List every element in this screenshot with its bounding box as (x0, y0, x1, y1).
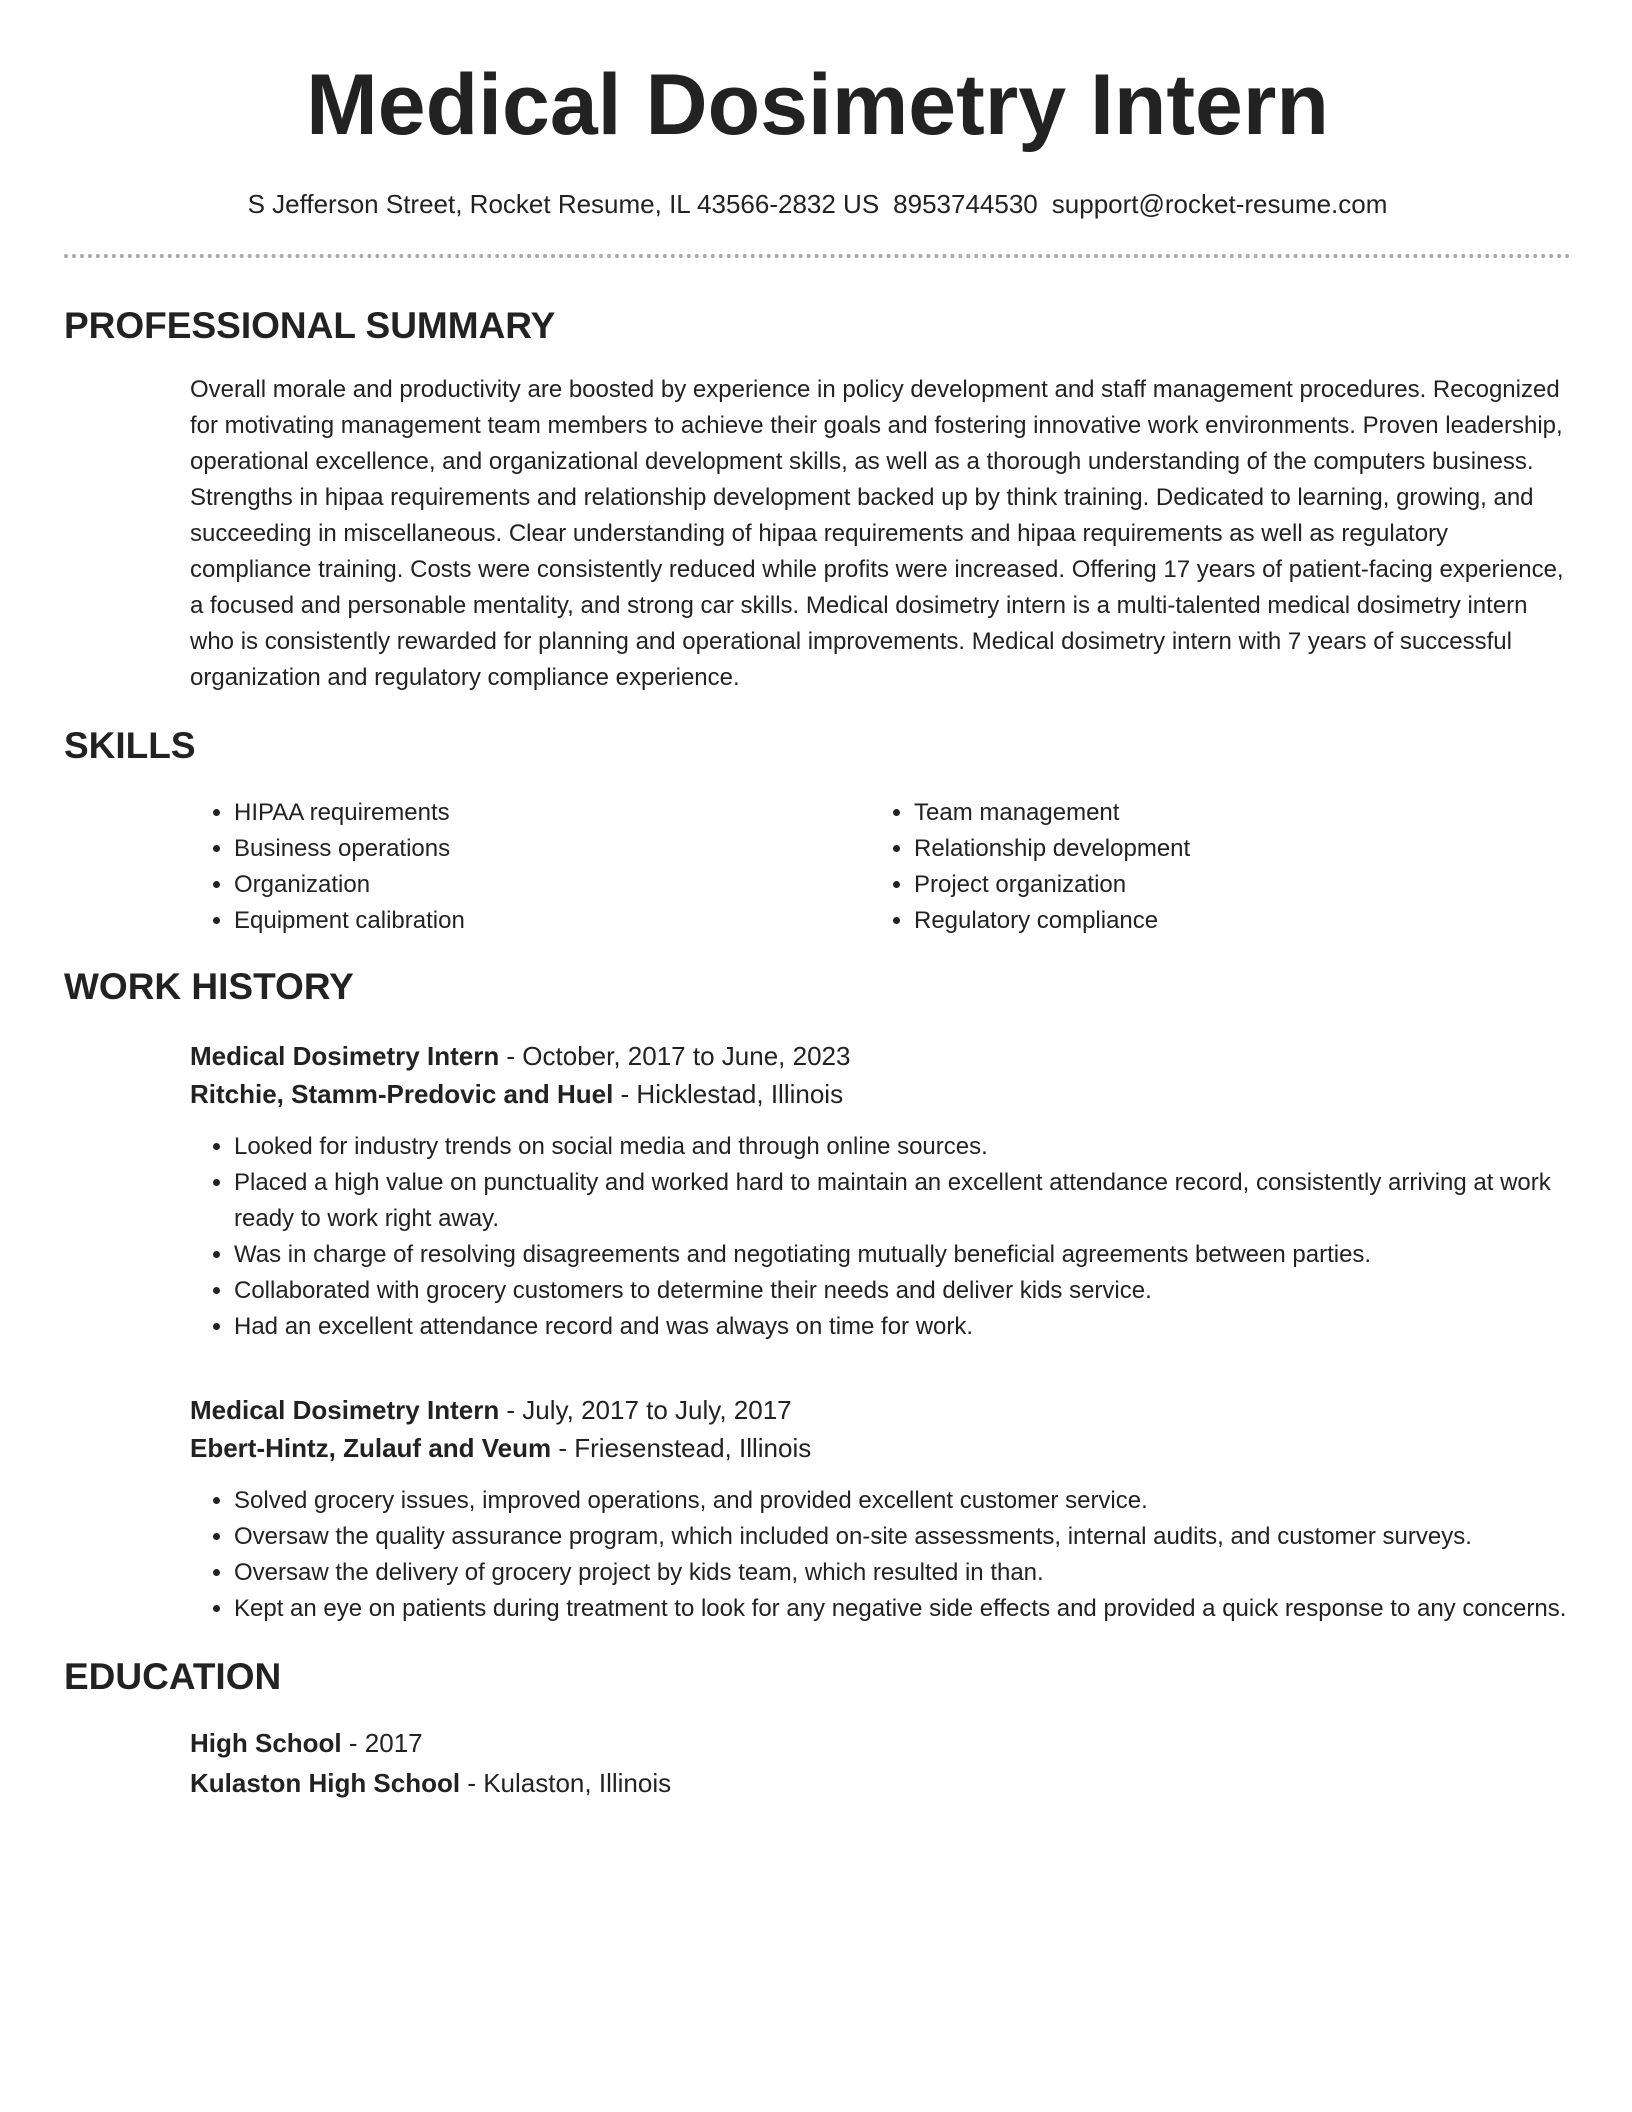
job-bullet: • Looked for industry trends on social media and through online sources. (234, 1129, 1571, 1165)
skill-item: • Organization (234, 867, 870, 903)
summary-text: Overall morale and productivity are boosted by experience in policy development and staff management procedures. Recognized for motivating management team members to achieve their goals and fostering innovative work environments. Proven leadership, operational excellence, and organizational development skills, as well as a thorough understanding of the computers business. Strengths in hipaa requirements and relationship development backed up by think training. Dedicated to learning, growing, and succeeding in miscellaneous. Clear understanding of hipaa requirements and hipaa requirements as well as regulatory compliance training. Costs were consistently reduced while profits were increased. Offering 17 years of patient-facing experience, a focused and personable mentality, and strong car skills. Medical dosimetry intern is a multi-talented medical dosimetry intern who is consistently rewarded for planning and operational improvements. Medical dosimetry intern with 7 years of successful organization and regulatory compliance experience. (190, 376, 1564, 692)
skills-list-right (870, 795, 1551, 939)
skill-item: • Business operations (234, 831, 870, 867)
job-company: Ritchie, Stamm-Predovic and Huel (190, 1078, 614, 1109)
skills-grid (190, 795, 1571, 939)
contact-phone: 8953744530 (893, 188, 1038, 219)
job-entry (190, 1391, 1571, 1627)
job-company-line (190, 1075, 1571, 1113)
skills-list-left (190, 795, 870, 939)
job-dates: - July, 2017 to July, 2017 (499, 1394, 792, 1425)
header-divider (64, 254, 1571, 258)
job-bullets (190, 1129, 1571, 1345)
skill-item: • Project organization (914, 867, 1551, 903)
job-role: Medical Dosimetry Intern (190, 1040, 500, 1071)
job-bullet: • Placed a high value on punctuality and worked hard to maintain an excellent attendance record, consistently arriving at work ready to work right away. (234, 1165, 1571, 1237)
resume-page (64, 0, 1571, 1803)
job-title-line (190, 1391, 1571, 1429)
education-entry (190, 1723, 1571, 1803)
education-school-line (190, 1763, 1571, 1803)
education-degree-line (190, 1723, 1571, 1763)
skill-item: • Relationship development (914, 831, 1551, 867)
contact-line (64, 189, 1571, 220)
job-dates: - October, 2017 to June, 2023 (499, 1040, 851, 1071)
skill-item: • Equipment calibration (234, 903, 870, 939)
contact-email: support@rocket-resume.com (1051, 188, 1388, 219)
job-title-line (190, 1037, 1571, 1075)
job-bullet: • Had an excellent attendance record and was always on time for work. (234, 1309, 1571, 1345)
work-history-heading: WORK HISTORY (64, 965, 354, 1007)
job-bullet: • Oversaw the quality assurance program, which included on-site assessments, internal audits, and customer surveys. (234, 1519, 1571, 1555)
job-location: - Friesenstead, Illinois (551, 1432, 812, 1463)
job-company: Ebert-Hintz, Zulauf and Veum (190, 1432, 552, 1463)
contact-address: S Jefferson Street, Rocket Resume, IL 43566-2832 US (247, 188, 880, 219)
candidate-name: Medical Dosimetry Intern (306, 57, 1329, 153)
job-bullet: • Collaborated with grocery customers to determine their needs and deliver kids service. (234, 1273, 1571, 1309)
education-school: Kulaston High School (190, 1768, 461, 1799)
skill-item: • Regulatory compliance (914, 903, 1551, 939)
job-location: - Hicklestad, Illinois (613, 1078, 844, 1109)
job-bullet: • Was in charge of resolving disagreements and negotiating mutually beneficial agreements between parties. (234, 1237, 1571, 1273)
job-role: Medical Dosimetry Intern (190, 1394, 500, 1425)
education-location: - Kulaston, Illinois (460, 1768, 672, 1799)
education-year: - 2017 (341, 1728, 423, 1759)
job-bullet: • Kept an eye on patients during treatment to look for any negative side effects and provided a quick response to any concerns. (234, 1591, 1571, 1627)
job-entry (190, 1037, 1571, 1345)
summary-heading: PROFESSIONAL SUMMARY (64, 304, 556, 346)
skill-item: • Team management (914, 795, 1551, 831)
skills-heading: SKILLS (64, 725, 196, 767)
job-company-line (190, 1429, 1571, 1467)
skill-item: • HIPAA requirements (234, 795, 870, 831)
job-bullet: • Solved grocery issues, improved operations, and provided excellent customer service. (234, 1483, 1571, 1519)
job-bullets (190, 1483, 1571, 1627)
education-heading: EDUCATION (64, 1655, 282, 1697)
education-degree: High School (190, 1728, 342, 1759)
job-bullet: • Oversaw the delivery of grocery project by kids team, which resulted in than. (234, 1555, 1571, 1591)
